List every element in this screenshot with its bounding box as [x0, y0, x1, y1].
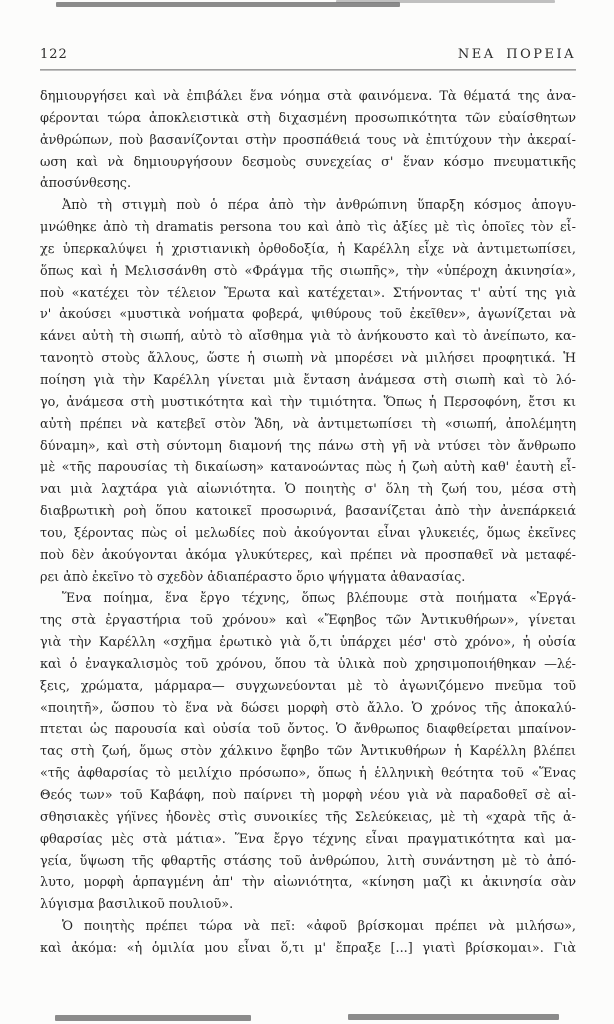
text-line: δημιουργήσει καὶ νὰ ἐπιβάλει ἕνα νόημα στὰ φαινόμενα. Τὰ θέματά της ἀνα- — [40, 89, 576, 104]
text-line: ρει ἀπὸ ἐκεῖνο τὸ σχεδὸν ἀδιαπέραστο ὅριο ψήγματα ἀθανασίας. — [40, 569, 466, 585]
paragraph — [40, 86, 576, 195]
text-line: ἀνθρώπων, ποὺ βασανίζονται στὴν προσπάθειά τους νὰ ἐπιτύχουν τὴν ἀκεραί- — [40, 132, 576, 148]
text-line: Ὁ ποιητὴς πρέπει τώρα νὰ πεῖ: «ἀφοῦ βρίσκομαι πρέπει νὰ μιλήσω», — [62, 919, 576, 935]
page-number: 122 — [40, 47, 68, 62]
header-rule — [40, 69, 576, 71]
paragraph — [40, 195, 576, 588]
text-line: διαβρωτικὴ ροὴ ὅπου κατοικεῖ προσωρινά, βασανίζεται ἀπὸ τὴν ἀνεπάρκειά — [40, 504, 576, 520]
text-line: ποίηση γιὰ τὴν Καρέλλη γίνεται μιὰ ἔνταση ἀνάμεσα στὴ σιωπὴ καὶ τὸ λό- — [40, 372, 576, 388]
text-line: φθαρσίας μὲς στὰ μάτια». Ἕνα ἔργο τέχνης εἶναι πραγματικότητα καὶ μα- — [40, 831, 576, 847]
text-line: καὶ ὁ ἐναγκαλισμὸς τοῦ χρόνου, ὅπου τὰ ὑλικὰ ποὺ χρησιμοποιήθηκαν —λέ- — [40, 656, 576, 672]
text-line: Θεός των» τοῦ Καβάφη, ποὺ παίρνει τὴ μορφὴ νέου γιὰ νὰ παραδοθεῖ σὲ αἰ- — [40, 788, 576, 803]
text-line: Ἀπὸ τὴ στιγμὴ ποὺ ὁ πέρα ἀπὸ τὴν ἀνθρώπινη ὕπαρξη κόσμος ἀπογυ- — [62, 198, 576, 214]
text-line: γο, ἀνάμεσα στὴ μυστικότητα καὶ τὴν τιμιότητα. Ὅπως ἡ Περσοφόνη, ἔτσι κι — [40, 394, 576, 410]
journal-title: ΝΕΑ ΠΟΡΕΙΑ — [457, 47, 576, 62]
text-line: ὅπως καὶ ἡ Μελισσάνθη στὸ «Φράγμα τῆς σιωπῆς», τὴν «ὑπέροχη ἀκινησία», — [40, 263, 576, 279]
text-line: καὶ ἀκόμα: «ἡ ὁμιλία μου εἶναι ὅ,τι μ' ἔπραξε [...] γιατὶ βρίσκομαι». Γιὰ — [40, 940, 576, 956]
paragraph — [40, 916, 576, 960]
scan-artifact-bottom-left — [55, 1015, 251, 1021]
text-line: Ἕνα ποίημα, ἕνα ἔργο τέχνης, ὅπως βλέπουμε στὰ ποιήματα «Ἐργά- — [62, 591, 576, 607]
text-line: σθησιακὲς γήϊνες ἡδονὲς στὶς συνοικίες τῆς Σελεύκειας, μὲ τὴ «χαρὰ τῆς ἀ- — [40, 809, 576, 825]
text-line: μὲ «τῆς παρουσίας τὴ δικαίωση» κατανοώντας πὼς ἡ ζωὴ αὐτὴ καθ' ἑαυτὴ εἶ- — [40, 460, 576, 476]
text-line: χε ὑπερκαλύψει ἡ χριστιανικὴ ὀρθοδοξία, ἡ Καρέλλη εἶχε νὰ ἀντιμετωπίσει, — [40, 241, 576, 257]
text-line: γεία, ὕψωση τῆς φθαρτῆς στάσης τοῦ ἀνθρώπου, λιτὴ συνάντηση μὲ τὸ ἀπό- — [40, 853, 576, 869]
scan-artifact-bottom-right — [348, 1014, 559, 1020]
text-line: δύναμη», καὶ στὴ σύντομη διαμονή της πάνω στὴ γῆ νὰ ντύσει τὸν ἄνθρωπο — [40, 438, 576, 454]
scan-artifact-top-right — [336, 0, 555, 3]
text-line: της στὰ ἐργαστήρια τοῦ χρόνου» καὶ «Ἔφηβος τῶν Ἀντικυθήρων», γίνεται — [40, 613, 576, 629]
text-line: ξεις, χρώματα, μάρμαρα— συγχωνεύονται μὲ τὸ ἀγωνιζόμενο πνεῦμα τοῦ — [40, 678, 576, 694]
text-line: κάνει αὐτὴ τὴ σιωπή, αὐτὸ τὸ αἴσθημα γιὰ τὸ ἀνήκουστο καὶ τὸ ἀνείπωτο, κα- — [40, 329, 576, 345]
text-line: ποὺ «κατέχει τὸν τέλειον Ἔρωτα καὶ κατέχεται». Στήνοντας τ' αὐτί της γιὰ — [40, 285, 576, 301]
text-line: «ποιητῆ», ὥσπου τὸ ἕνα νὰ δώσει μορφὴ στὸ ἄλλο. Ὁ χρόνος τῆς ἀποκαλύ- — [40, 700, 576, 716]
text-line: αὐτὴ πρέπει νὰ κατεβεῖ στὸν Ἅδη, νὰ ἀντιμετωπίσει τὴ «σιωπή, ἀπολέμητη — [40, 416, 576, 432]
page-header — [40, 47, 576, 62]
text-line: λυτο, μορφὴ ἁρπαγμένη ἀπ' τὴν αἰωνιότητα, «κίνηση μαζὶ κι ἀκινησία σὰν — [40, 875, 576, 891]
text-line: τανοητὸ στοὺς ἄλλους, ὥστε ἡ σιωπὴ νὰ μπορέσει νὰ μιλήσει προφητικά. Ἡ — [40, 351, 576, 367]
text-line: γιὰ τὴν Καρέλλη «σχῆμα ἐρωτικὸ γιὰ ὅ,τι ὑπάρχει μέσ' στὸ χρόνο», ἡ οὐσία — [40, 635, 576, 651]
text-line: ωση καὶ νὰ δημιουργήσουν δεσμοὺς συνεχείας σ' ἕναν κόσμο πνευματικῆς — [40, 154, 576, 170]
text-line: τας στὴ ζωή, ὅμως στὸν χάλκινο ἔφηβο τῶν Ἀντικυθήρων ἡ Καρέλλη βλέπει — [40, 744, 576, 760]
article-body — [40, 86, 576, 960]
text-line: λύγισμα βασιλικοῦ πουλιοῦ». — [40, 897, 234, 913]
text-line: πτεται ὡς παρουσία καὶ οὐσία τοῦ ὄντος. Ὁ ἄνθρωπος διαφθείρεται μπαίνον- — [40, 722, 576, 738]
text-line: μνώθηκε ἀπὸ τὴ dramatis persona του καὶ ἀπὸ τὶς ἀξίες μὲ τὶς ὁποῖες τὸν εἶ- — [40, 220, 576, 236]
text-line: ἀποσύνθεσης. — [40, 176, 132, 192]
text-line: «τῆς ἀφθαρσίας τὸ μειλίχιο πρόσωπο», ὅπως ἡ ἑλληνικὴ θεότητα τοῦ «Ἕνας — [40, 766, 576, 782]
text-line: ποὺ δὲν ἀκούγονται ἀκόμα γλυκύτερες, καὶ πρέπει νὰ προσπαθεῖ νὰ μεταφέ- — [40, 547, 576, 563]
text-line: φέρονται τώρα ἀποκλειστικὰ στὴ διχασμένη προσωπικότητα τῶν εὐαίσθητων — [40, 110, 576, 126]
text-line: ν' ἀκούσει «μυστικὰ νοήματα φοβερά, ψιθύρους τοῦ ἐκεῖθεν», ἀγωνίζεται νὰ — [40, 307, 576, 323]
text-line: ναι μιὰ λαχτάρα γιὰ αἰωνιότητα. Ὁ ποιητὴς σ' ὅλη τὴ ζωή του, μέσα στὴ — [40, 482, 576, 498]
text-line: του, ξέροντας πὼς οἱ μελωδίες ποὺ ἀκούγονται εἶναι γλυκειές, ὅμως ἐκεῖνες — [40, 525, 576, 541]
paragraph — [40, 588, 576, 916]
